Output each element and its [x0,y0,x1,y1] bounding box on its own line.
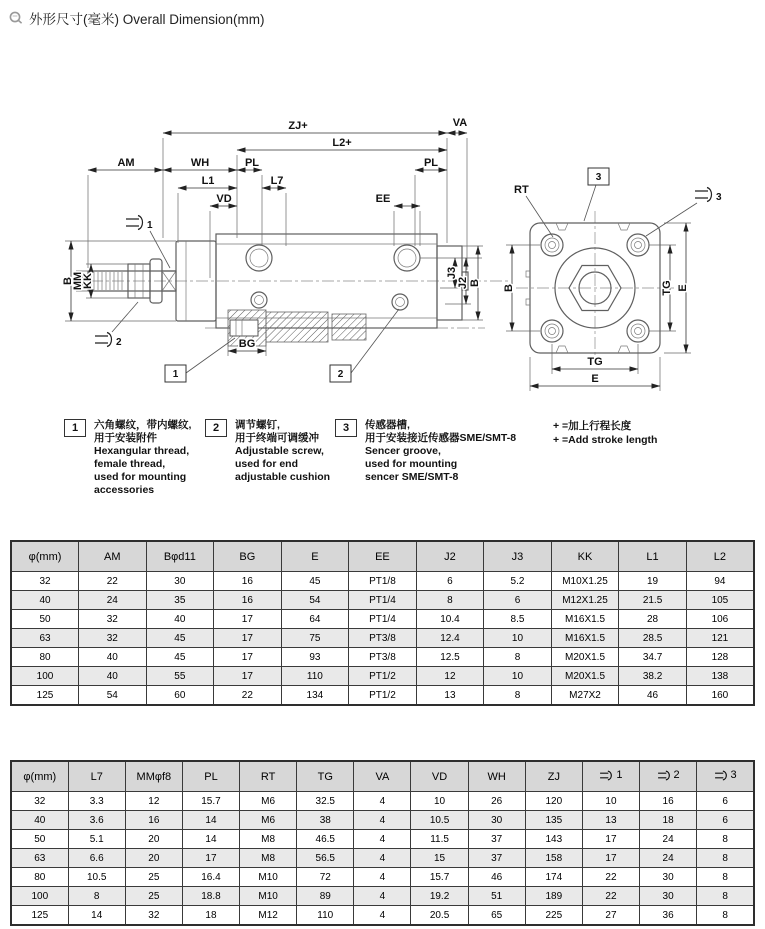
table-cell: 22 [582,868,639,887]
column-header: AM [79,541,147,572]
table-cell: 17 [214,629,282,648]
table-cell: 20 [125,849,182,868]
table-cell: 15 [411,849,468,868]
note-line: used for end [235,458,299,470]
table-cell: 28.5 [619,629,687,648]
table-cell: 12 [416,667,484,686]
table-cell: 10 [484,667,552,686]
wrench-icon [714,770,729,781]
column-header: VA [354,761,411,792]
table-cell: 6 [697,811,754,830]
table-cell: M10 [240,887,297,906]
table-cell: 8 [697,887,754,906]
table-cell: 17 [182,849,239,868]
table-header-row [11,761,754,792]
table-row [11,572,754,591]
table-cell: 174 [525,868,582,887]
table-row [11,648,754,667]
adjustable-screw [230,320,258,336]
table-cell: 110 [281,667,349,686]
dimension-table-bottom [10,760,755,926]
table-cell: 40 [79,667,147,686]
table-cell: M10 [240,868,297,887]
note-1-marker: 1 [64,419,86,437]
table-cell: 14 [182,830,239,849]
table-cell: 63 [11,629,79,648]
page-title [8,8,265,28]
table-cell: 32 [11,792,68,811]
table-cell: 38 [297,811,354,830]
dim-label-j3: J3 [446,266,458,280]
table-cell: 4 [354,792,411,811]
cushion-screw-front-inner [255,296,264,305]
table-cell: 18 [640,811,697,830]
table-cell: 3.3 [68,792,125,811]
note-line: 传感器槽, [365,419,410,431]
dim-label-e-side: E [677,284,689,292]
table-cell: 17 [214,610,282,629]
stroke-note [553,419,657,447]
table-cell: 14 [68,906,125,926]
column-header-wrench-1: 1 [582,761,639,792]
table-cell: 12 [125,792,182,811]
table-cell: 36 [640,906,697,926]
table-cell: 45 [146,648,214,667]
column-header-wrench-2: 2 [640,761,697,792]
table-cell: 32 [79,629,147,648]
table-cell: 135 [525,811,582,830]
table-cell: 105 [686,591,754,610]
table-row [11,792,754,811]
table-cell: 25 [125,887,182,906]
table-cell: 24 [640,830,697,849]
table-cell: 106 [686,610,754,629]
callout-3-leader [584,185,596,221]
table-cell: 128 [686,648,754,667]
column-header: Bφd11 [146,541,214,572]
table-cell: 37 [468,830,525,849]
dim-label-ee: EE [375,193,391,205]
table-cell: 10 [484,629,552,648]
table-cell: 32 [11,572,79,591]
table-cell: 4 [354,849,411,868]
table-cell: 15.7 [411,868,468,887]
table-cell: 50 [11,610,79,629]
table-cell: 6 [484,591,552,610]
note-3-text [365,419,516,484]
table-cell: 24 [640,849,697,868]
wrench-icon [599,770,614,781]
table-cell: 5.1 [68,830,125,849]
stroke-note-zh: + =加上行程长度 [553,420,632,432]
table-cell: 17 [214,667,282,686]
note-1 [64,419,191,497]
table-cell: 12.5 [416,648,484,667]
wrench-2-leader [112,302,138,332]
table-cell: 8 [697,830,754,849]
table-cell: 225 [525,906,582,926]
table-cell: 189 [525,887,582,906]
page-title-text: 外形尺寸(毫米) Overall Dimension(mm) [29,12,265,27]
wrench-3-leader [646,203,697,236]
table-cell: 35 [146,591,214,610]
table-cell: PT1/2 [349,686,417,706]
dim-label-tg-side: TG [661,280,673,296]
table-cell: M20X1.5 [551,667,619,686]
cushion-screw-front [251,292,267,308]
table-cell: PT3/8 [349,629,417,648]
column-header: MMφf8 [125,761,182,792]
column-header: L7 [68,761,125,792]
dim-label-b-left: B [62,277,74,285]
table-cell: 30 [640,868,697,887]
table-cell: 89 [297,887,354,906]
dimension-table-top [10,540,755,706]
table-row [11,811,754,830]
note-line: accessories [94,484,155,496]
column-header-wrench-3: 3 [697,761,754,792]
table-cell: 125 [11,906,68,926]
note-line: 用于安装接近传感器SME/SMT-8 [365,432,517,444]
table-cell: 10.4 [416,610,484,629]
dim-label-b-end: B [503,284,515,292]
note-3 [335,419,516,484]
wrench-icon-1 [126,216,143,230]
table-cell: 13 [416,686,484,706]
callout-3-number: 3 [595,172,602,183]
wrench-icon-3 [695,188,712,202]
table-row [11,906,754,926]
table-cell: 8 [416,591,484,610]
dim-label-j2: J2 [457,276,469,290]
table-cell: 25 [125,868,182,887]
table-cell: 10 [411,792,468,811]
table-cell: M8 [240,830,297,849]
table-cell: M16X1.5 [551,610,619,629]
table-cell: 15.7 [182,792,239,811]
table-cell: 120 [525,792,582,811]
note-line: 用于终端可调缓冲 [235,432,319,444]
column-header: E [281,541,349,572]
table-cell: M12X1.25 [551,591,619,610]
table-cell: 110 [297,906,354,926]
table-cell: 22 [582,887,639,906]
table-cell: M6 [240,792,297,811]
dim-label-b-right: B [469,279,481,287]
note-2-text [235,419,330,484]
table-cell: 30 [468,811,525,830]
table-cell: 27 [582,906,639,926]
table-cell: 8 [484,648,552,667]
note-line: sencer SME/SMT-8 [365,471,459,483]
dim-label-l7: L7 [270,175,284,187]
table-cell: 4 [354,811,411,830]
table-cell: M27X2 [551,686,619,706]
table-cell: 20.5 [411,906,468,926]
table-cell: 12.4 [416,629,484,648]
table-cell: 5.2 [484,572,552,591]
table-cell: 4 [354,887,411,906]
table-cell: 17 [582,849,639,868]
dim-label-va: VA [452,117,468,129]
table-cell: 16.4 [182,868,239,887]
cutaway-hatch-3 [332,314,366,340]
table-cell: 93 [281,648,349,667]
table-cell: 64 [281,610,349,629]
wrench-3-number: 3 [716,192,722,203]
dim-label-l1: L1 [201,175,215,187]
wrench-1-number: 1 [147,220,153,231]
table-cell: 8 [697,906,754,926]
dim-label-e-bottom: E [591,373,599,385]
port-front-inner [250,249,268,267]
table-cell: 8.5 [484,610,552,629]
column-header: KK [551,541,619,572]
wrench-icon [657,770,672,781]
note-line: female thread, [94,458,166,470]
column-header: RT [240,761,297,792]
table-row [11,610,754,629]
wrench-2-number: 2 [116,337,122,348]
table-cell: 100 [11,667,79,686]
table-cell: 80 [11,868,68,887]
dim-label-pl-left: PL [244,157,260,169]
port-rear-inner [398,249,416,267]
table-cell: 10.5 [68,868,125,887]
table-cell: 37 [468,849,525,868]
note-line: 六角螺纹，带内螺纹, [94,419,192,431]
table-cell: 22 [214,686,282,706]
table-cell: 40 [11,811,68,830]
table-cell: 18.8 [182,887,239,906]
table-cell: 8 [697,868,754,887]
dim-label-l2: L2+ [332,137,352,149]
table-cell: 46 [619,686,687,706]
table-cell: 4 [354,830,411,849]
table-cell: 28 [619,610,687,629]
table-cell: 14 [182,811,239,830]
table-cell: PT3/8 [349,648,417,667]
table-cell: M8 [240,849,297,868]
table-cell: 72 [297,868,354,887]
table-cell: 134 [281,686,349,706]
table-cell: M16X1.5 [551,629,619,648]
table-cell: 3.6 [68,811,125,830]
table-cell: 160 [686,686,754,706]
table-cell: 16 [640,792,697,811]
column-header: L2 [686,541,754,572]
wrench-1-leader [150,231,170,268]
column-header: J3 [484,541,552,572]
table-cell: 125 [11,686,79,706]
table-cell: 55 [146,667,214,686]
note-line: used for mounting [94,471,187,483]
dim-label-pl-right: PL [423,157,439,169]
table-row [11,667,754,686]
technical-drawing [0,88,765,418]
note-line: used for mounting [365,458,458,470]
extension-lines-top [88,138,467,278]
table-cell: 54 [281,591,349,610]
table-cell: 138 [686,667,754,686]
table-cell: 21.5 [619,591,687,610]
table-cell: 40 [11,591,79,610]
note-line: adjustable cushion [235,471,331,483]
table-cell: 65 [468,906,525,926]
note-line: Hexangular thread, [94,445,190,457]
table-cell: 4 [354,906,411,926]
table-cell: 45 [281,572,349,591]
stroke-note-en: + =Add stroke length [553,434,658,446]
dimension-icon [8,10,24,26]
table-cell: 17 [582,830,639,849]
table-cell: 16 [214,591,282,610]
table-cell: 40 [146,610,214,629]
table-cell: 8 [697,849,754,868]
table-cell: PT1/4 [349,610,417,629]
table-cell: 19.2 [411,887,468,906]
table-cell: 30 [146,572,214,591]
table-row [11,591,754,610]
column-header: TG [297,761,354,792]
table-cell: 46.5 [297,830,354,849]
cushion-screw-rear [392,294,408,310]
note-2-marker: 2 [205,419,227,437]
column-header: WH [468,761,525,792]
table-row [11,686,754,706]
table-cell: 60 [146,686,214,706]
table-cell: 75 [281,629,349,648]
table-cell: 22 [79,572,147,591]
table-row [11,830,754,849]
table-cell: 63 [11,849,68,868]
callout-1-number: 1 [172,369,179,380]
table-cell: 100 [11,887,68,906]
dim-label-am: AM [117,157,135,169]
column-header: L1 [619,541,687,572]
callout-2-number: 2 [337,369,344,380]
dim-label-kk: KK [82,273,94,289]
note-line: 调节螺钉, [235,419,280,431]
table-cell: PT1/2 [349,667,417,686]
note-line: 用于安装附件 [94,432,157,444]
note-line: Adjustable screw, [235,445,324,457]
table-cell: PT1/8 [349,572,417,591]
column-header: VD [411,761,468,792]
table-cell: 24 [79,591,147,610]
table-header-row [11,541,754,572]
table-cell: PT1/4 [349,591,417,610]
table-cell: 32 [125,906,182,926]
dim-label-bg: BG [238,338,256,350]
wrench-icon-2 [95,333,112,347]
table-cell: 34.7 [619,648,687,667]
note-1-text [94,419,191,497]
table-cell: 8 [484,686,552,706]
table-cell: 94 [686,572,754,591]
table-cell: 10 [582,792,639,811]
table-cell: 51 [468,887,525,906]
table-cell: 32 [79,610,147,629]
table-cell: 50 [11,830,68,849]
table-cell: 13 [582,811,639,830]
column-header: J2 [416,541,484,572]
table-cell: 18 [182,906,239,926]
table-row [11,887,754,906]
table-cell: 10.5 [411,811,468,830]
table-cell: 80 [11,648,79,667]
table-cell: 46 [468,868,525,887]
table-cell: 158 [525,849,582,868]
table-cell: 143 [525,830,582,849]
table-cell: 56.5 [297,849,354,868]
column-header: ZJ [525,761,582,792]
table-cell: 17 [214,648,282,667]
table-cell: 30 [640,887,697,906]
table-row [11,868,754,887]
dim-label-rt: RT [514,184,529,196]
table-row [11,849,754,868]
table-cell: 38.2 [619,667,687,686]
table-cell: 4 [354,868,411,887]
table-cell: M10X1.25 [551,572,619,591]
dim-label-mm: MM [72,271,84,291]
table-cell: M12 [240,906,297,926]
table-cell: 16 [125,811,182,830]
column-header: BG [214,541,282,572]
table-cell: 16 [214,572,282,591]
column-header: PL [182,761,239,792]
column-header: EE [349,541,417,572]
note-2 [205,419,330,484]
note-3-marker: 3 [335,419,357,437]
column-header: φ(mm) [11,761,68,792]
table-cell: 121 [686,629,754,648]
table-cell: M20X1.5 [551,648,619,667]
table-cell: 6.6 [68,849,125,868]
dim-label-tg-bottom: TG [587,356,603,368]
table-cell: 40 [79,648,147,667]
dim-label-wh: WH [190,157,210,169]
dim-label-zj: ZJ+ [288,120,308,132]
table-cell: 19 [619,572,687,591]
table-cell: 45 [146,629,214,648]
cushion-screw-rear-inner [396,298,405,307]
table-cell: 11.5 [411,830,468,849]
table-cell: 26 [468,792,525,811]
table-cell: 8 [68,887,125,906]
table-cell: 6 [697,792,754,811]
table-cell: 20 [125,830,182,849]
table-cell: 32.5 [297,792,354,811]
table-row [11,629,754,648]
table-cell: M6 [240,811,297,830]
cutaway-hatch-2 [266,312,328,342]
table-cell: 6 [416,572,484,591]
dim-label-vd: VD [216,193,232,205]
table-cell: 54 [79,686,147,706]
column-header: φ(mm) [11,541,79,572]
note-line: Sencer groove, [365,445,441,457]
